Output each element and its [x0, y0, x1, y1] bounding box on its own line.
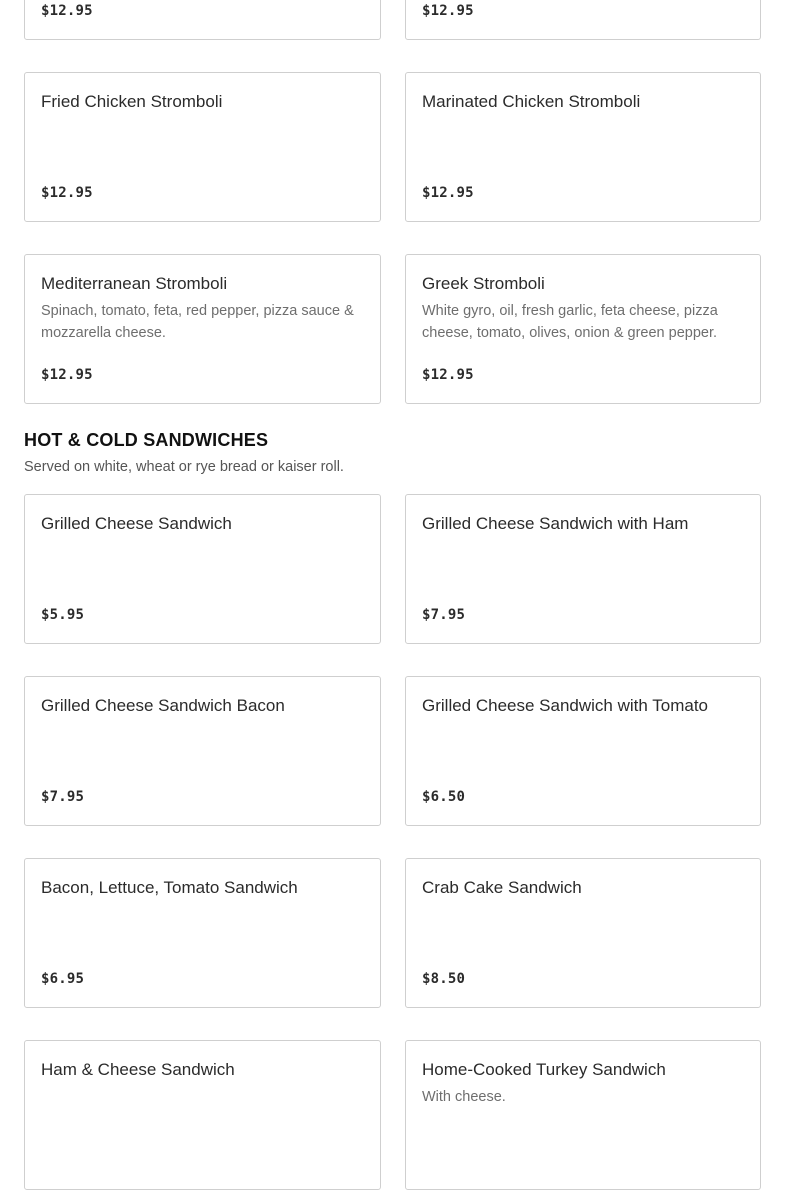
item-price: $7.95 [41, 789, 85, 805]
item-price: $6.50 [422, 789, 466, 805]
menu-item-card[interactable] [24, 0, 381, 40]
item-price: $6.95 [41, 971, 85, 987]
menu-item-card[interactable] [405, 254, 761, 404]
menu-item-card[interactable] [24, 858, 381, 1008]
item-name: Grilled Cheese Sandwich Bacon [41, 696, 285, 715]
item-price: $8.50 [422, 971, 466, 987]
item-price: $12.95 [422, 367, 474, 383]
item-name: Fried Chicken Stromboli [41, 92, 223, 111]
section-subtitle: Served on white, wheat or rye bread or kaiser roll. [24, 459, 344, 475]
item-price: $7.95 [422, 607, 466, 623]
item-name: Grilled Cheese Sandwich [41, 514, 232, 533]
item-description: With cheese. [422, 1089, 506, 1105]
item-name: Grilled Cheese Sandwich with Ham [422, 514, 689, 533]
item-price: $12.95 [422, 185, 474, 201]
menu-item-card[interactable] [24, 494, 381, 644]
menu-item-card[interactable] [24, 72, 381, 222]
menu-item-card[interactable] [24, 1040, 381, 1190]
menu-item-card[interactable] [24, 676, 381, 826]
item-price: $5.95 [41, 607, 85, 623]
menu-item-card[interactable] [405, 0, 761, 40]
item-name: Crab Cake Sandwich [422, 878, 582, 897]
menu-item-card[interactable] [24, 254, 381, 404]
item-price: $12.95 [41, 3, 93, 19]
menu-item-card[interactable] [405, 676, 761, 826]
item-description: Spinach, tomato, feta, red pepper, pizza sauce & mozzarella cheese. [41, 303, 354, 341]
item-price: $12.95 [422, 3, 474, 19]
menu-item-card[interactable] [405, 1040, 761, 1190]
item-description: White gyro, oil, fresh garlic, feta cheese, pizza cheese, tomato, olives, onion & green pepper. [422, 303, 718, 341]
menu-item-card[interactable] [405, 72, 761, 222]
item-name: Grilled Cheese Sandwich with Tomato [422, 696, 708, 715]
item-price: $12.95 [41, 367, 93, 383]
menu-item-card[interactable] [405, 858, 761, 1008]
item-name: Marinated Chicken Stromboli [422, 92, 641, 111]
item-name: Greek Stromboli [422, 274, 545, 293]
menu-item-card[interactable] [405, 494, 761, 644]
item-name: Ham & Cheese Sandwich [41, 1060, 235, 1079]
item-name: Home-Cooked Turkey Sandwich [422, 1060, 666, 1079]
item-name: Bacon, Lettuce, Tomato Sandwich [41, 878, 298, 897]
item-name: Mediterranean Stromboli [41, 274, 228, 293]
section-title: HOT & COLD SANDWICHES [24, 430, 269, 450]
item-price: $12.95 [41, 185, 93, 201]
